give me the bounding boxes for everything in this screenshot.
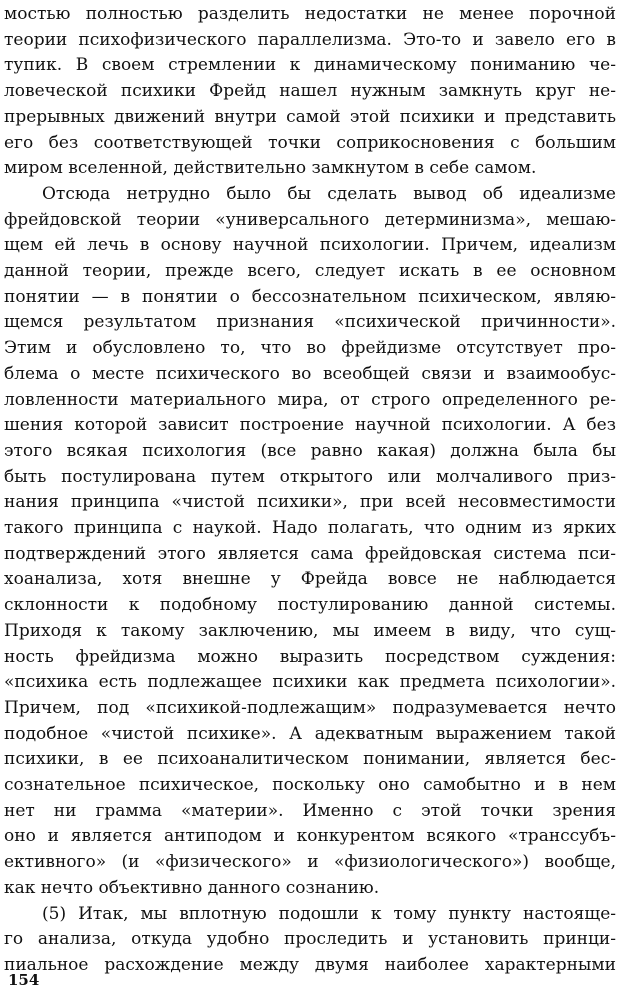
text-line: понятии — в понятии о бессознательном психическом, являю- [4,286,616,307]
text-line: данной теории, прежде всего, следует искать в ее основном [4,261,616,281]
text-line: хоанализа, хотя внешне у Фрейда вовсе не наблюдается [4,569,616,590]
text-line: ловленности материального мира, от строго определенного ре- [4,389,616,410]
text-line: его без соответствующей точки соприкосновения с большим [4,132,616,153]
text-line: тупик. В своем стремлении к динамическому пониманию че- [4,55,616,76]
text-line: (5) Итак, мы вплотную подошли к тому пункту настояще- [42,903,616,924]
text-line: шения которой зависит построение научной психологии. А без [4,415,616,436]
text-line: психики, в ее психоаналитическом понимании, является бес- [4,749,616,770]
text-line: нания принципа «чистой психики», при всей несовместимости [4,492,616,513]
text-line: ективного» (и «физического» и «физиологического») вообще, [4,852,616,873]
text-line: оно и является антиподом и конкурентом всякого «транссубъ- [4,826,616,847]
text-line: Отсюда нетрудно было бы сделать вывод об идеализме [42,183,616,204]
text-line: блема о месте психического во всеобщей связи и взаимообус- [4,363,616,384]
text-line: Причем, под «психикой-подлежащим» подразумевается нечто [4,697,616,718]
text-line: Этим и обусловлено то, что во фрейдизме отсутствует про- [4,338,616,359]
text-line: подтверждений этого является сама фрейдовская система пси- [4,543,616,564]
text-line: го анализа, откуда удобно проследить и установить принци- [4,929,616,950]
text-line: теории психофизического параллелизма. Это-то и завело его в [4,29,616,50]
text-line: пиальное расхождение между двумя наиболее характерными [4,954,616,975]
text-line: прерывных движений внутри самой этой психики и представить [4,106,616,127]
text-line: как нечто объективно данного сознанию. [4,877,380,898]
text-line: нет ни грамма «материи». Именно с этой точки зрения [4,800,616,821]
text-line: ловеческой психики Фрейд нашел нужным замкнуть круг не- [4,81,616,102]
text-line: мостью полностью разделить недостатки не менее порочной [4,4,616,24]
text-line: миром вселенной, действительно замкнутом в себе самом. [4,158,537,179]
text-line: этого всякая психология (все равно какая) должна была бы [4,440,616,461]
text-line: быть постулирована путем открытого или молчаливого приз- [4,466,616,487]
text-line: подобное «чистой психике». А адекватным выражением такой [4,723,616,744]
text-line: щемся результатом признания «психической причинности». [4,312,616,333]
text-line: щем ей лечь в основу научной психологии. Причем, идеализм [4,235,616,256]
text-line: Приходя к такому заключению, мы имеем в виду, что сущ- [4,620,616,641]
text-line: ность фрейдизма можно выразить посредством суждения: [4,646,616,667]
text-line: склонности к подобному постулированию данной системы. [4,595,616,616]
text-line: «психика есть подлежащее психики как предмета психологии». [4,672,616,693]
page-number: 154 [8,971,40,989]
text-line: сознательное психическое, поскольку оно самобытно и в нем [4,775,616,795]
text-line: такого принципа с наукой. Надо полагать, что одним из ярких [4,518,616,538]
text-line: фрейдовской теории «универсального детерминизма», мешаю- [4,209,616,230]
